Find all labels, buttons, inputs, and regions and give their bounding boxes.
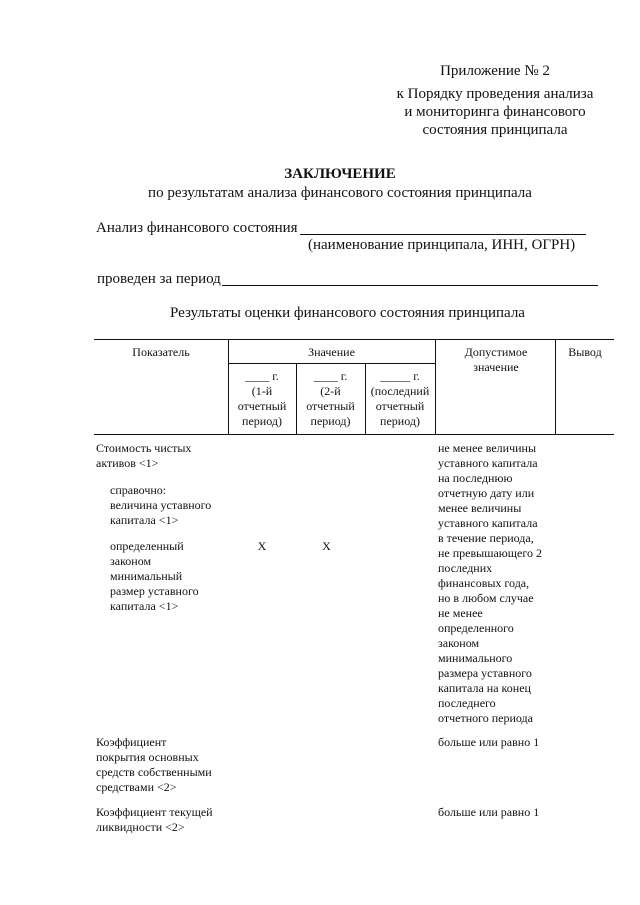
period-1-line: (1-й bbox=[251, 384, 273, 398]
col-header-value: Значение bbox=[308, 345, 355, 359]
row-ref-capital-label bbox=[110, 483, 228, 528]
value-subheader-border bbox=[228, 363, 435, 364]
text-line: финансовых года, bbox=[438, 576, 530, 590]
text-line: капитала <1> bbox=[110, 599, 179, 613]
x-mark-period-2: X bbox=[322, 539, 331, 553]
subheader-period-1 bbox=[228, 369, 296, 429]
text-line: капитала на конец bbox=[438, 681, 531, 695]
allowed-net-assets bbox=[438, 441, 563, 726]
text-line: определенного bbox=[438, 621, 514, 635]
analysis-label: Анализ финансового состояния bbox=[96, 220, 298, 236]
text-line: последнего bbox=[438, 696, 496, 710]
text-line: Коэффициент текущей bbox=[96, 805, 213, 819]
text-line: активов <1> bbox=[96, 456, 159, 470]
text-line: покрытия основных bbox=[96, 750, 199, 764]
text-line: уставного капитала bbox=[438, 516, 538, 530]
period-2-line: (2-й bbox=[320, 384, 341, 398]
text-line: отчетного периода bbox=[438, 711, 533, 725]
text-line: размер уставного bbox=[110, 584, 199, 598]
text-line: размера уставного bbox=[438, 666, 532, 680]
appendix-ref-line1: к Порядку проведения анализа bbox=[396, 86, 594, 102]
text-line: капитала <1> bbox=[110, 513, 179, 527]
text-line: последних bbox=[438, 561, 493, 575]
text-line: законом bbox=[438, 636, 480, 650]
col-header-conclusion: Вывод bbox=[568, 345, 602, 359]
period-1-line: отчетный bbox=[237, 399, 287, 413]
text-line: средств собственными bbox=[96, 765, 212, 779]
col-header-allowed-text: Допустимое значение bbox=[464, 345, 528, 374]
results-heading: Результаты оценки финансового состояния принципала bbox=[170, 305, 525, 321]
text-line: на последнюю bbox=[438, 471, 513, 485]
text-line: не превышающего 2 bbox=[438, 546, 542, 560]
appendix-ref-line3: состояния принципала bbox=[422, 122, 568, 138]
row-coverage-label bbox=[96, 735, 228, 795]
period-2-line: отчетный bbox=[306, 399, 355, 413]
text-line: величина уставного bbox=[110, 498, 212, 512]
text-line: минимальный bbox=[110, 569, 183, 583]
period-label: проведен за период bbox=[97, 271, 221, 287]
document-title: ЗАКЛЮЧЕНИЕ bbox=[284, 166, 396, 182]
document-subtitle: по результатам анализа финансового состояния принципала bbox=[148, 185, 532, 201]
text-line: минимального bbox=[438, 651, 513, 665]
period-blank-line bbox=[222, 285, 598, 286]
allowed-liquidity: больше или равно 1 bbox=[438, 805, 540, 819]
period-1-line: ____ г. bbox=[245, 369, 279, 383]
period-3-line: период) bbox=[380, 414, 420, 428]
row-liquidity-label bbox=[96, 805, 228, 835]
text-line: в течение периода, bbox=[438, 531, 534, 545]
period-3-line: (последний bbox=[370, 384, 430, 398]
subheader-period-3 bbox=[365, 369, 435, 429]
appendix-number: Приложение № 2 bbox=[440, 63, 550, 79]
text-line: Коэффициент bbox=[96, 735, 167, 749]
analysis-blank-line bbox=[300, 234, 586, 235]
allowed-coverage: больше или равно 1 bbox=[438, 735, 540, 749]
text-line: справочно: bbox=[110, 483, 167, 497]
col-header-indicator: Показатель bbox=[132, 345, 190, 359]
x-mark-period-1: X bbox=[257, 539, 267, 553]
period-2-line: ____ г. bbox=[313, 369, 348, 383]
text-line: но в любом случае bbox=[438, 591, 534, 605]
table-top-border bbox=[94, 339, 614, 340]
period-3-line: отчетный bbox=[375, 399, 425, 413]
text-line: менее величины bbox=[438, 501, 522, 515]
col-header-allowed bbox=[436, 345, 556, 375]
period-1-line: период) bbox=[242, 414, 282, 428]
text-line: не менее bbox=[438, 606, 483, 620]
text-line: законом bbox=[110, 554, 152, 568]
period-3-line: _____ г. bbox=[380, 369, 420, 383]
text-line: Стоимость чистых bbox=[96, 441, 192, 455]
text-line: отчетную дату или bbox=[438, 486, 535, 500]
analysis-hint: (наименование принципала, ИНН, ОГРН) bbox=[308, 237, 576, 253]
subheader-period-2 bbox=[296, 369, 365, 429]
text-line: средствами <2> bbox=[96, 780, 177, 794]
table-header-bottom-border bbox=[94, 434, 614, 435]
text-line: определенный bbox=[110, 539, 184, 553]
text-line: не менее величины bbox=[438, 441, 537, 455]
appendix-ref-line2: и мониторинга финансового bbox=[404, 104, 586, 120]
row-net-assets-label bbox=[96, 441, 228, 471]
period-2-line: период) bbox=[310, 414, 351, 428]
text-line: уставного капитала bbox=[438, 456, 538, 470]
text-line: ликвидности <2> bbox=[96, 820, 185, 834]
row-min-capital-label bbox=[110, 539, 228, 614]
